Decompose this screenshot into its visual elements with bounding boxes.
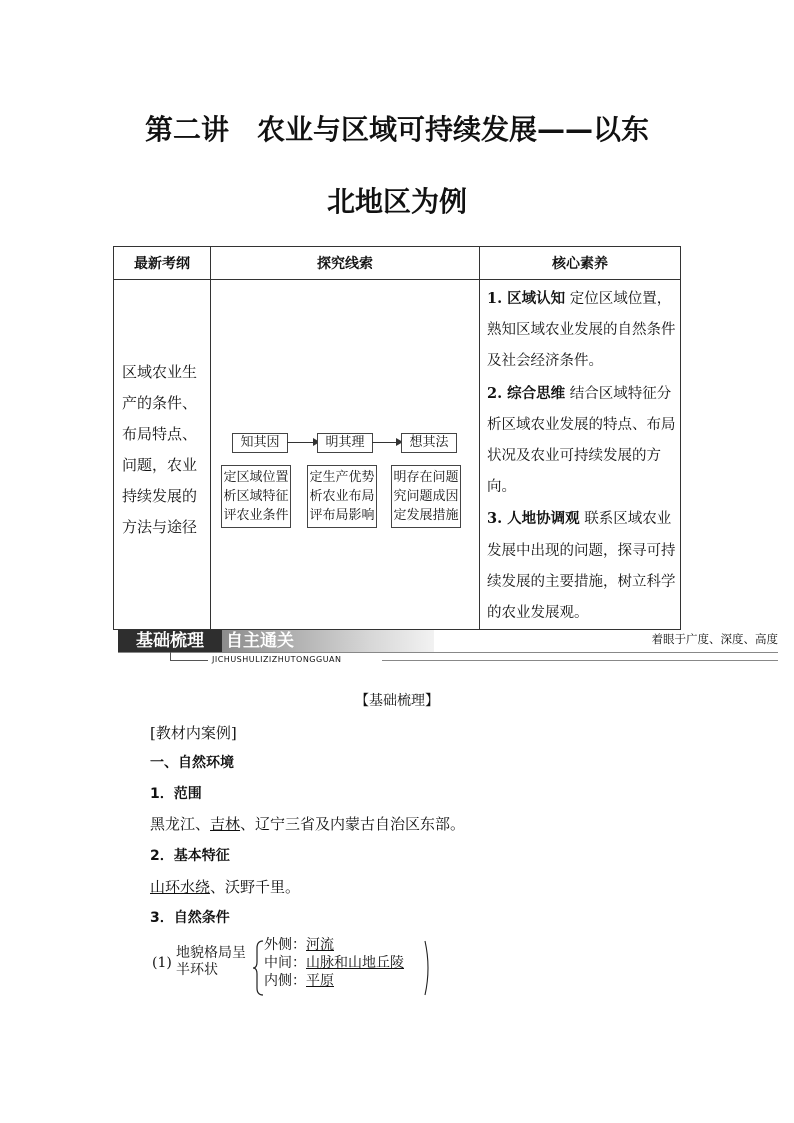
heading-feature: 2．基本特征 <box>150 848 230 864</box>
page-title-line1: 第二讲 农业与区域可持续发展——以东 <box>144 113 649 146</box>
row-label: 内侧： <box>264 973 306 989</box>
flow-arrow-icon <box>287 442 319 443</box>
syllabus-line: 布局特点、 <box>122 425 198 443</box>
core-desc: 定位区域位置，熟知区域农业发展的自然条件及社会经济条件。 <box>487 291 676 370</box>
core-literacy-text <box>480 280 680 629</box>
flow-head-method: 想其法 <box>401 433 457 453</box>
flow-item: 评农业条件 <box>223 508 289 523</box>
item-title-line2: 半环状 <box>176 962 218 978</box>
core-desc: 联系区域农业发展中出现的问题，探寻可持续发展的主要措施，树立科学的农业发展观。 <box>487 511 676 622</box>
flow-arrow-icon <box>372 442 402 443</box>
row-label: 外侧： <box>264 937 306 953</box>
syllabus-line: 方法与途径 <box>122 518 198 536</box>
section-banner <box>118 630 778 664</box>
flow-item: 究问题成因 <box>393 489 459 504</box>
syllabus-line: 区域农业生 <box>122 363 198 381</box>
heading-range: 1．范围 <box>150 786 202 802</box>
answer-underline: 河流 <box>306 937 334 953</box>
text-part: 黑龙江、 <box>150 815 211 833</box>
overview-table <box>113 246 681 630</box>
clue-flowchart <box>211 280 479 624</box>
flow-column-3 <box>391 465 461 528</box>
flow-item: 定生产优势 <box>309 470 375 485</box>
heading-conditions: 3．自然条件 <box>150 910 230 926</box>
item-number: (1) <box>152 955 172 971</box>
core-label: 2. 综合思维 <box>487 384 566 402</box>
flow-item: 析区域特征 <box>223 489 289 504</box>
flow-head-cause: 知其因 <box>232 433 288 453</box>
text-part: 、沃野千里。 <box>210 878 301 896</box>
core-item-3 <box>487 503 676 629</box>
text-part: 、辽宁三省及内蒙古自治区东部。 <box>240 815 466 833</box>
syllabus-line: 持续发展的 <box>122 487 198 505</box>
item-title-line1: 地貌格局呈 <box>176 945 246 961</box>
syllabus-line: 问题，农业 <box>122 456 198 474</box>
flow-item: 评布局影响 <box>309 508 375 523</box>
middle-row <box>264 955 404 972</box>
flow-item: 定区域位置 <box>223 470 289 485</box>
core-item-2 <box>487 378 676 504</box>
banner-pinyin: JICHUSHULIZIZHUTONGGUAN <box>212 655 342 664</box>
flow-item: 明存在问题 <box>393 470 459 485</box>
banner-mid-label: 自主通关 <box>222 630 434 652</box>
core-label: 1. 区域认知 <box>487 290 566 307</box>
syllabus-text <box>114 280 210 543</box>
range-text <box>150 813 465 834</box>
banner-tick <box>170 652 171 660</box>
banner-tick-line <box>170 660 208 661</box>
header-literacy: 核心素养 <box>480 247 681 280</box>
answer-underline: 吉林 <box>210 815 241 833</box>
page-title-line2: 北地区为例 <box>326 185 467 218</box>
header-syllabus: 最新考纲 <box>114 247 211 280</box>
syllabus-line: 产的条件、 <box>122 394 198 412</box>
banner-slogan: 着眼于广度、深度、高度 <box>651 632 778 646</box>
banner-divider <box>118 652 778 653</box>
banner-dark-label: 基础梳理 <box>118 630 222 652</box>
flow-head-reason: 明其理 <box>317 433 373 453</box>
row-label: 中间： <box>264 955 306 971</box>
feature-text <box>150 876 300 897</box>
flow-item: 定发展措施 <box>393 508 459 523</box>
section-heading: 【基础梳理】 <box>355 693 439 709</box>
answer-underline: 山环水绕 <box>150 878 211 896</box>
core-desc: 结合区域特征分析区域农业发展的特点、布局状况及农业可持续发展的方向。 <box>487 385 676 496</box>
banner-tail-line <box>382 660 778 661</box>
heading-natural-env: 一、自然环境 <box>150 755 234 771</box>
core-item-1 <box>487 283 676 378</box>
right-paren-icon <box>424 940 432 996</box>
case-label: [教材内案例] <box>150 724 237 742</box>
answer-underline: 山脉和山地丘陵 <box>306 955 404 971</box>
flow-column-1 <box>221 465 291 528</box>
header-clues: 探究线索 <box>211 247 480 280</box>
inner-row <box>264 973 334 990</box>
answer-underline: 平原 <box>306 973 334 989</box>
flow-column-2 <box>307 465 377 528</box>
flow-item: 析农业布局 <box>309 489 375 504</box>
outer-row <box>264 937 334 954</box>
core-label: 3. 人地协调观 <box>487 510 580 528</box>
